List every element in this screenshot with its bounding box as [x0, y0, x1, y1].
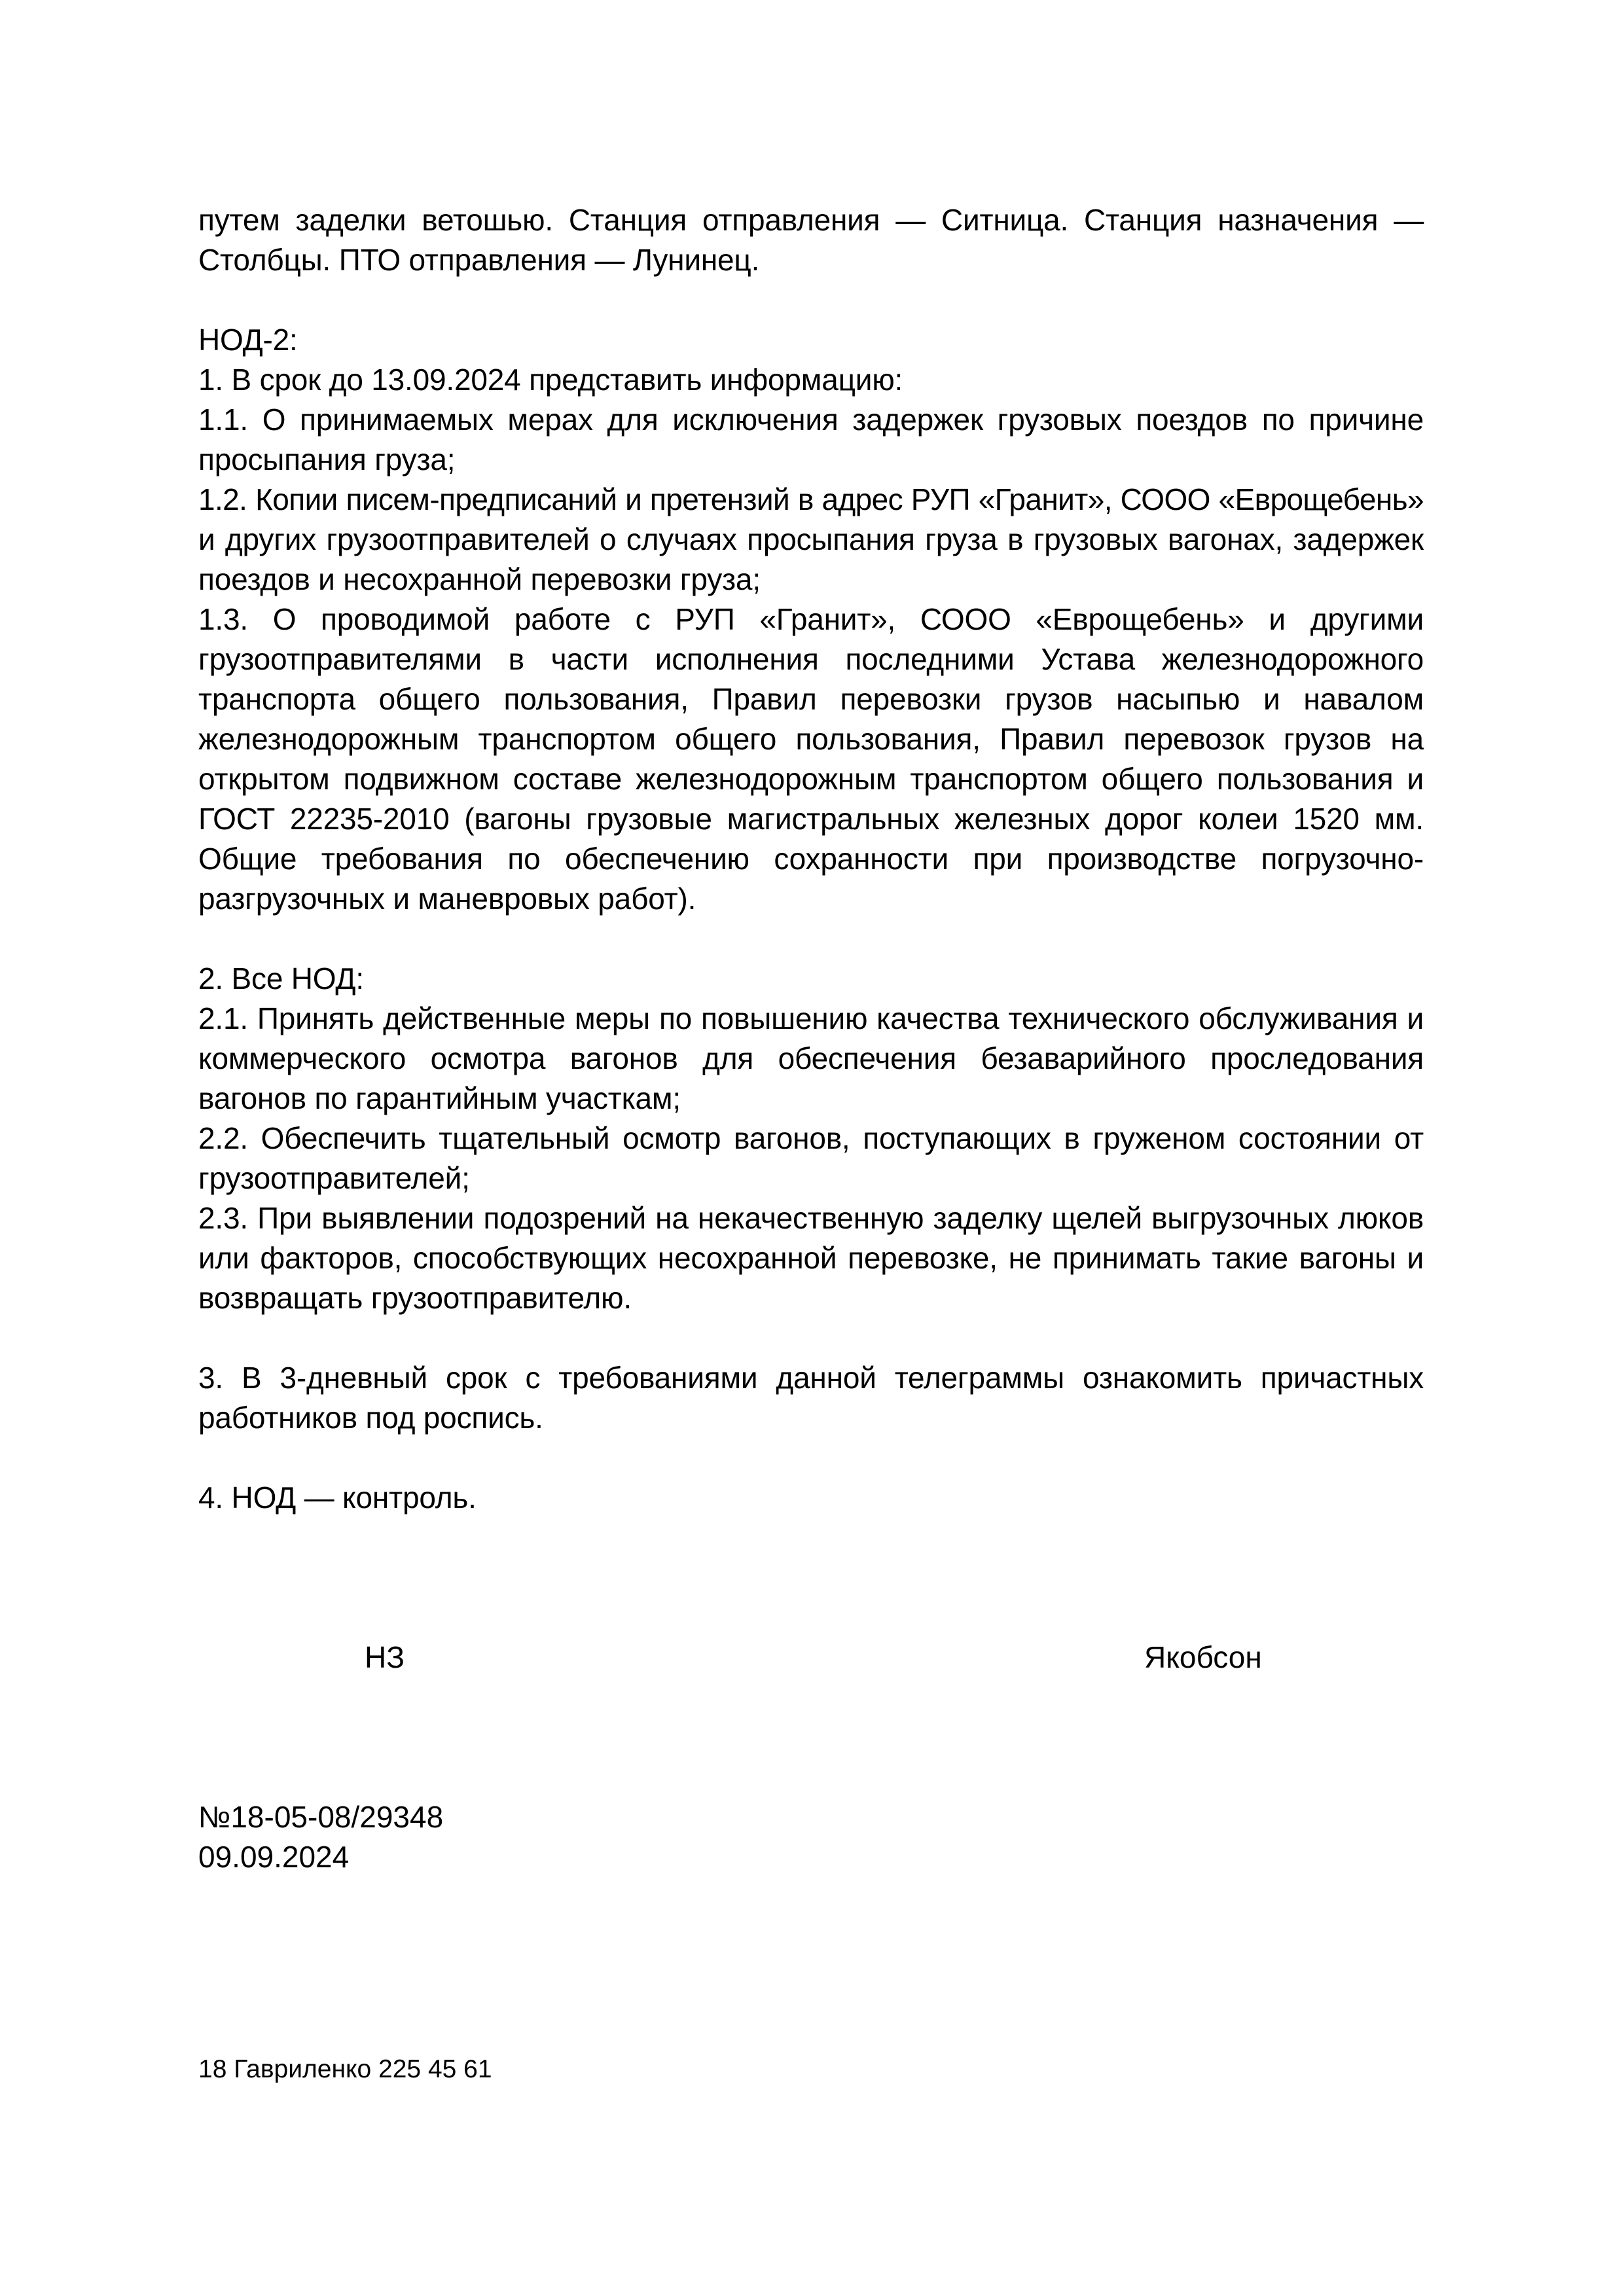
text-line: 1.3. О проводимой работе с РУП «Гранит», СООО «Еврощебень» и другими: [198, 602, 1424, 636]
text-line: НОД-2:: [198, 323, 298, 357]
text-line: или факторов, способствующих несохранной перевозке, не принимать такие вагоны и: [198, 1241, 1424, 1275]
text-line: [198, 919, 1424, 959]
body-text: [198, 200, 1424, 1518]
text-line: 1.1. О принимаемых мерах для исключения задержек грузовых поездов по причине: [198, 403, 1424, 437]
text-line: 1.2. Копии писем-предписаний и претензий в адрес РУП «Гранит», СООО «Еврощебень»: [198, 482, 1424, 516]
text-line: разгрузочных и маневровых работ).: [198, 882, 696, 916]
text-line: 2. Все НОД:: [198, 961, 364, 996]
text-line: железнодорожным транспортом общего пользования, Правил перевозок грузов на: [198, 722, 1424, 756]
text-line: 2.3. При выявлении подозрений на некачественную заделку щелей выгрузочных люков: [198, 1201, 1424, 1235]
footer-executor-note: 18 Гавриленко 225 45 61: [198, 2055, 492, 2083]
text-line: [198, 1438, 1424, 1478]
text-line: Общие требования по обеспечению сохранности при производстве погрузочно-: [198, 842, 1424, 876]
text-line: 2.1. Принять действенные меры по повышению качества технического обслуживания и: [198, 1001, 1424, 1035]
text-line: Столбцы. ПТО отправления — Лунинец.: [198, 243, 760, 277]
text-line: 4. НОД — контроль.: [198, 1480, 477, 1515]
text-line: транспорта общего пользования, Правил перевозки грузов насыпью и навалом: [198, 682, 1424, 716]
text-line: поездов и несохранной перевозки груза;: [198, 562, 761, 596]
text-line: работников под роспись.: [198, 1401, 543, 1435]
text-line: [198, 1318, 1424, 1358]
text-line: [198, 280, 1424, 320]
text-line: 3. В 3-дневный срок с требованиями данной телеграммы ознакомить причастных: [198, 1361, 1424, 1395]
signature-name: Якобсон: [1144, 1640, 1262, 1674]
signature-row: [198, 1638, 1424, 1677]
text-line: 2.2. Обеспечить тщательный осмотр вагонов, поступающих в груженом состоянии от: [198, 1121, 1424, 1155]
doc-number: №18-05-08/29348: [198, 1800, 444, 1834]
text-line: просыпания груза;: [198, 442, 456, 476]
doc-date: 09.09.2024: [198, 1840, 350, 1874]
text-line: ГОСТ 22235-2010 (вагоны грузовые магистральных железных дорог колеи 1520 мм.: [198, 802, 1424, 836]
text-line: коммерческого осмотра вагонов для обеспечения безаварийного проследования: [198, 1041, 1424, 1075]
text-line: путем заделки ветошью. Станция отправления — Ситница. Станция назначения —: [198, 203, 1424, 237]
requisites-block: [198, 1797, 1424, 1877]
signature-position-label: НЗ: [365, 1640, 405, 1674]
text-line: и других грузоотправителей о случаях просыпания груза в грузовых вагонах, задержек: [198, 522, 1424, 556]
text-line: грузоотправителей;: [198, 1161, 470, 1195]
text-line: грузоотправителями в части исполнения последними Устава железнодорожного: [198, 642, 1424, 676]
text-line: открытом подвижном составе железнодорожным транспортом общего пользования и: [198, 762, 1424, 796]
text-line: вагонов по гарантийным участкам;: [198, 1081, 681, 1115]
text-line: 1. В срок до 13.09.2024 представить информацию:: [198, 363, 903, 397]
text-line: возвращать грузоотправителю.: [198, 1281, 632, 1315]
